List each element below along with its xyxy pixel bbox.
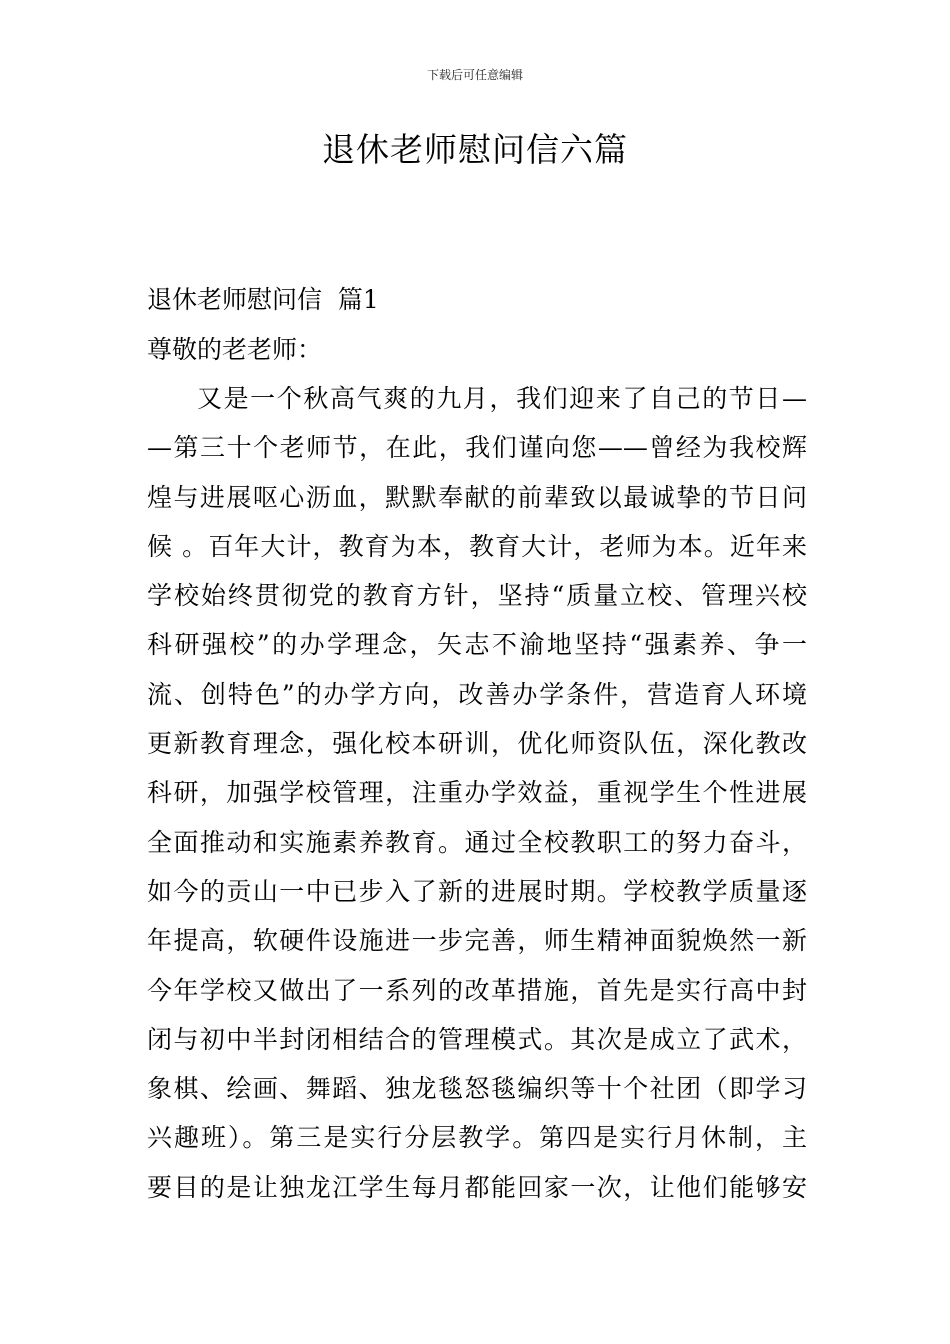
body-line: 兴趣班）。第三是实行分层教学。第四是实行月休制，主 <box>147 1123 807 1153</box>
body-line: 如今的贡山一中已步入了新的进展时期。学校教学质量逐 <box>147 876 807 906</box>
body-line: 今年学校又做出了一系列的改革措施，首先是实行高中封 <box>147 975 807 1005</box>
body-line: —第三十个老师节，在此，我们谨向您——曾经为我校辉 <box>147 433 807 463</box>
body-line: 闭与初中半封闭相结合的管理模式。其次是成立了武术， <box>147 1024 807 1054</box>
body-line: 更新教育理念，强化校本研训，优化师资队伍，深化教改 <box>147 729 807 759</box>
body-line: 要目的是让独龙江学生每月都能回家一次，让他们能够安 <box>147 1172 807 1202</box>
salutation: 尊敬的老老师： <box>147 335 323 364</box>
body-line: 候 。百年大计，教育为本，教育大计，老师为本。近年来 <box>147 531 807 561</box>
body-line: 年提高，软硬件设施进一步完善，师生精神面貌焕然一新 <box>147 926 807 956</box>
body-line: 科研强校”的办学理念，矢志不渝地坚持“强素养、争一 <box>147 630 807 660</box>
body-line: 煌与进展呕心沥血，默默奉献的前辈致以最诚挚的节日问 <box>147 482 807 512</box>
body-line: 流、创特色”的办学方向，改善办学条件，营造育人环境 <box>147 679 807 709</box>
section-heading: 退休老师慰问信 篇1 <box>147 285 379 314</box>
body-line: 学校始终贯彻党的教育方针，坚持“质量立校、管理兴校 <box>147 581 807 611</box>
body-line: 科研，加强学校管理，注重办学效益，重视学生个性进展 <box>147 778 807 808</box>
body-line: 全面推动和实施素养教育。通过全校教职工的努力奋斗， <box>147 827 807 857</box>
letter-body <box>147 379 807 1217</box>
body-line: 象棋、绘画、舞蹈、独龙毯怒毯编织等十个社团（即学习 <box>147 1074 807 1104</box>
body-line: 又是一个秋高气爽的九月，我们迎来了自己的节日— <box>197 384 807 413</box>
header-note: 下载后可任意编辑 <box>426 68 523 82</box>
document-title: 退休老师慰问信六篇 <box>322 130 628 169</box>
